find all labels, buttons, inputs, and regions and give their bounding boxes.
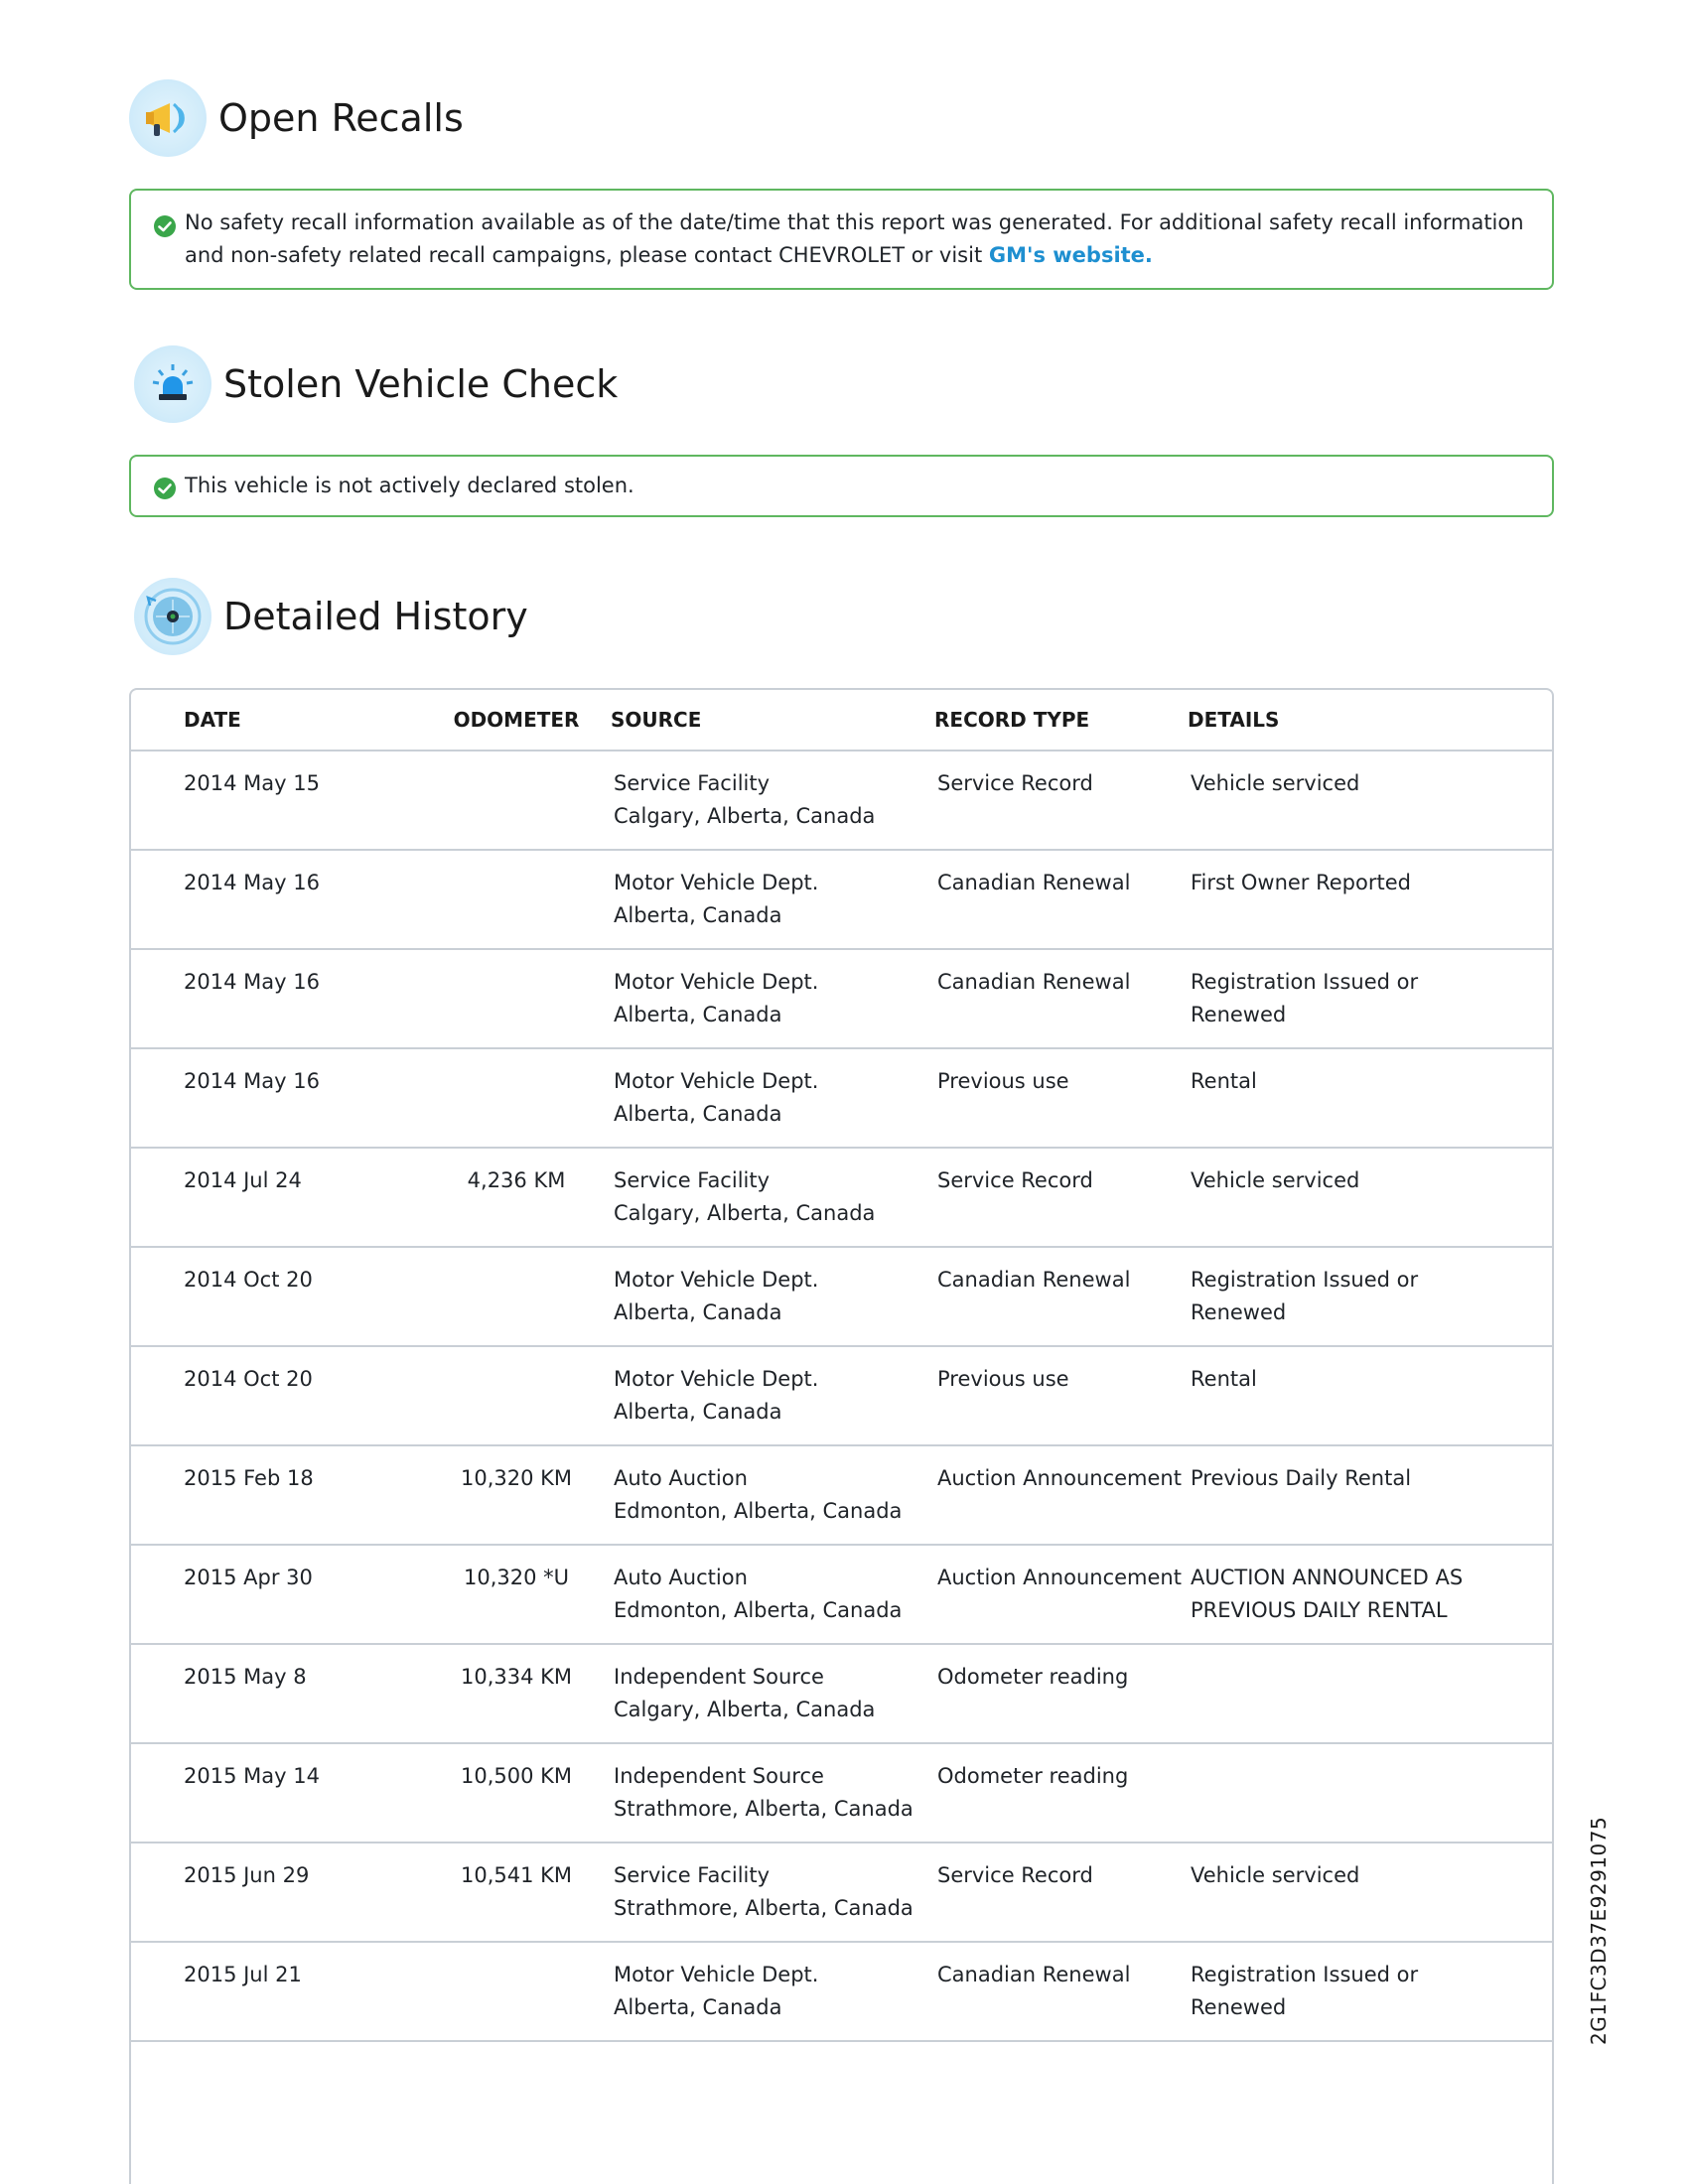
cell-source	[611, 1264, 937, 1329]
source-location: Strathmore, Alberta, Canada	[614, 1896, 914, 1920]
cell-source	[611, 1462, 937, 1528]
cell-odometer: 4,236 KM	[467, 1168, 566, 1192]
source-name: Auto Auction	[614, 1566, 748, 1589]
history-header	[134, 578, 528, 655]
source-location: Alberta, Canada	[614, 1003, 782, 1026]
source-name: Independent Source	[614, 1764, 824, 1788]
recalls-header	[129, 79, 464, 157]
source-location: Strathmore, Alberta, Canada	[614, 1797, 914, 1821]
cell-record-type: Previous use	[937, 1367, 1069, 1391]
cell-date: 2014 May 16	[184, 871, 320, 894]
source-location: Calgary, Alberta, Canada	[614, 804, 876, 828]
table-row	[131, 1248, 1552, 1347]
table-row	[131, 1049, 1552, 1149]
source-name: Service Facility	[614, 1863, 771, 1887]
cell-source	[611, 1562, 937, 1627]
check-circle-icon	[153, 477, 177, 500]
cell-record-type: Canadian Renewal	[937, 1963, 1131, 1986]
megaphone-icon	[129, 79, 207, 157]
cell-date: 2015 May 14	[184, 1764, 320, 1788]
source-location: Alberta, Canada	[614, 1995, 782, 2019]
cell-details: Vehicle serviced	[1191, 1863, 1360, 1887]
source-location: Edmonton, Alberta, Canada	[614, 1598, 903, 1622]
table-row	[131, 751, 1552, 851]
cell-source	[611, 1760, 937, 1826]
cell-record-type: Auction Announcement	[937, 1466, 1182, 1490]
history-clock-icon	[134, 578, 211, 655]
cell-record-type: Canadian Renewal	[937, 1268, 1131, 1292]
table-row	[131, 1546, 1552, 1645]
cell-odometer: 10,320 KM	[460, 1466, 573, 1490]
cell-date: 2014 May 15	[184, 771, 320, 795]
source-location: Alberta, Canada	[614, 1102, 782, 1126]
cell-odometer: 10,320 *U	[463, 1566, 570, 1589]
table-row	[131, 851, 1552, 950]
cell-source	[611, 1363, 937, 1429]
cell-source	[611, 767, 937, 833]
cell-date: 2015 Jul 21	[184, 1963, 302, 1986]
cell-details: Registration Issued or Renewed	[1191, 970, 1419, 1026]
source-name: Motor Vehicle Dept.	[614, 1069, 819, 1093]
police-siren-icon	[134, 345, 211, 423]
vin-label: 2G1FC3D37E9291075	[1587, 1816, 1611, 2045]
cell-record-type: Service Record	[937, 1863, 1093, 1887]
cell-date: 2014 Oct 20	[184, 1367, 313, 1391]
source-name: Service Facility	[614, 1168, 771, 1192]
cell-details: AUCTION ANNOUNCED AS PREVIOUS DAILY RENTAL	[1191, 1566, 1464, 1622]
cell-date: 2014 Jul 24	[184, 1168, 302, 1192]
source-location: Calgary, Alberta, Canada	[614, 1201, 876, 1225]
source-name: Motor Vehicle Dept.	[614, 1963, 819, 1986]
source-name: Motor Vehicle Dept.	[614, 871, 819, 894]
table-row	[131, 950, 1552, 1049]
cell-details: Vehicle serviced	[1191, 771, 1360, 795]
cell-date: 2015 Feb 18	[184, 1466, 314, 1490]
source-location: Alberta, Canada	[614, 1300, 782, 1324]
stolen-title: Stolen Vehicle Check	[223, 362, 619, 406]
cell-record-type: Service Record	[937, 1168, 1093, 1192]
cell-source	[611, 1065, 937, 1131]
table-row	[131, 1645, 1552, 1744]
cell-record-type: Odometer reading	[937, 1665, 1129, 1689]
cell-source	[611, 867, 937, 932]
column-header-record-type: RECORD TYPE	[934, 708, 1090, 732]
source-name: Service Facility	[614, 771, 771, 795]
column-header-odometer: ODOMETER	[453, 708, 580, 732]
cell-date: 2015 Jun 29	[184, 1863, 310, 1887]
column-header-source: SOURCE	[611, 708, 702, 732]
source-location: Edmonton, Alberta, Canada	[614, 1499, 903, 1523]
cell-date: 2015 May 8	[184, 1665, 307, 1689]
cell-details: Rental	[1191, 1069, 1257, 1093]
table-header	[131, 690, 1552, 751]
source-name: Motor Vehicle Dept.	[614, 1268, 819, 1292]
history-title: Detailed History	[223, 595, 528, 638]
cell-record-type: Previous use	[937, 1069, 1069, 1093]
cell-odometer: 10,500 KM	[460, 1764, 573, 1788]
cell-odometer: 10,541 KM	[460, 1863, 573, 1887]
source-name: Auto Auction	[614, 1466, 748, 1490]
cell-details: Previous Daily Rental	[1191, 1466, 1412, 1490]
history-table	[129, 688, 1554, 2184]
stolen-header	[134, 345, 618, 423]
table-row	[131, 1744, 1552, 1843]
cell-source	[611, 1859, 937, 1925]
cell-source	[611, 1661, 937, 1726]
table-row	[131, 1149, 1552, 1248]
table-row	[131, 1347, 1552, 1446]
source-name: Motor Vehicle Dept.	[614, 1367, 819, 1391]
recalls-title: Open Recalls	[218, 96, 464, 140]
source-location: Calgary, Alberta, Canada	[614, 1698, 876, 1721]
source-name: Motor Vehicle Dept.	[614, 970, 819, 994]
recalls-message: No safety recall information available as of the date/time that this report was generated. For additional safety recall information and non-safety related recall campaigns, please contact CHEVROLET or visit	[185, 210, 1524, 267]
cell-record-type: Canadian Renewal	[937, 871, 1131, 894]
cell-date: 2014 Oct 20	[184, 1268, 313, 1292]
cell-source	[611, 1959, 937, 2024]
cell-details: Registration Issued or Renewed	[1191, 1268, 1419, 1324]
gm-website-link[interactable]: GM's website.	[988, 243, 1153, 267]
column-header-date: DATE	[184, 708, 241, 732]
source-location: Alberta, Canada	[614, 903, 782, 927]
cell-details: Vehicle serviced	[1191, 1168, 1360, 1192]
cell-date: 2014 May 16	[184, 1069, 320, 1093]
table-row	[131, 1943, 1552, 2042]
cell-record-type: Auction Announcement	[937, 1566, 1182, 1589]
cell-date: 2015 Apr 30	[184, 1566, 313, 1589]
cell-details: Registration Issued or Renewed	[1191, 1963, 1419, 2019]
source-name: Independent Source	[614, 1665, 824, 1689]
cell-odometer: 10,334 KM	[460, 1665, 573, 1689]
table-row	[131, 1843, 1552, 1943]
check-circle-icon	[153, 214, 177, 238]
column-header-details: DETAILS	[1188, 708, 1280, 732]
cell-date: 2014 May 16	[184, 970, 320, 994]
cell-details: First Owner Reported	[1191, 871, 1411, 894]
cell-record-type: Odometer reading	[937, 1764, 1129, 1788]
source-location: Alberta, Canada	[614, 1400, 782, 1424]
cell-source	[611, 966, 937, 1031]
cell-details: Rental	[1191, 1367, 1257, 1391]
cell-source	[611, 1164, 937, 1230]
recalls-notice	[129, 189, 1554, 290]
cell-record-type: Canadian Renewal	[937, 970, 1131, 994]
table-row	[131, 1446, 1552, 1546]
cell-record-type: Service Record	[937, 771, 1093, 795]
stolen-notice	[129, 455, 1554, 517]
stolen-message: This vehicle is not actively declared stolen.	[185, 474, 634, 497]
